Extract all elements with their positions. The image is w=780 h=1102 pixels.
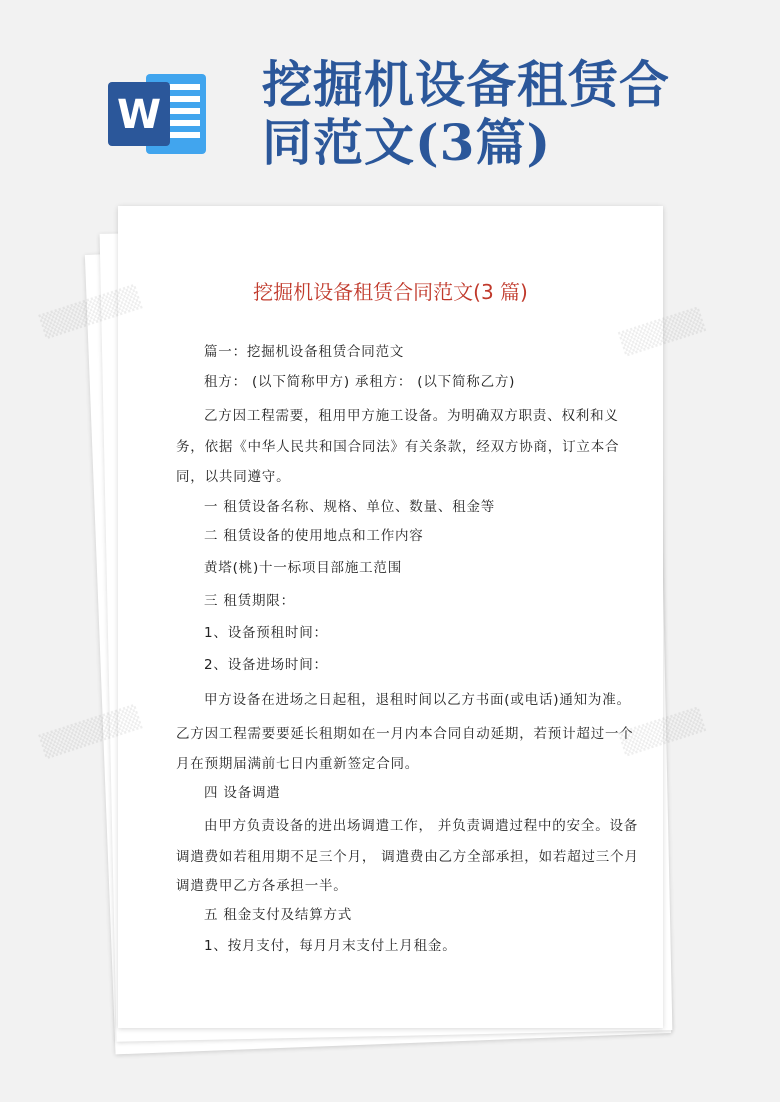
doc-line: 调遣费甲乙方各承担一半。: [176, 878, 348, 894]
document-page: [118, 206, 663, 1028]
page-title-line-1: 挖掘机设备租赁合: [262, 55, 670, 114]
doc-line: 月在预期届满前七日内重新签定合同。: [176, 756, 420, 772]
header: [0, 0, 780, 205]
doc-line: 乙方因工程需要要延长租期如在一月内本合同自动延期，若预计超过一个: [176, 726, 634, 742]
watermark-mark: ▒▒▒▒▒▒: [38, 704, 143, 761]
page-title: [262, 56, 670, 172]
doc-line: 租方： (以下简称甲方) 承租方： (以下简称乙方): [204, 374, 516, 390]
doc-line: 二 租赁设备的使用地点和工作内容: [204, 528, 424, 544]
doc-line: 1、按月支付，每月月末支付上月租金。: [204, 938, 457, 954]
page-title-line-2: 同范文(3篇): [262, 113, 552, 172]
doc-line: 一 租赁设备名称、规格、单位、数量、租金等: [204, 499, 496, 515]
word-icon-letter: W: [116, 92, 162, 138]
word-document-icon: [108, 68, 208, 160]
doc-line: 五 租金支付及结算方式: [204, 907, 353, 923]
doc-line: 黄塔(桃)十一标项目部施工范围: [204, 560, 403, 576]
doc-line: 三 租赁期限：: [204, 593, 295, 609]
doc-line: 由甲方负责设备的进出场调遣工作， 并负责调遣过程中的安全。设备: [204, 818, 639, 834]
doc-line: 1、设备预租时间：: [204, 625, 328, 641]
document-title: 挖掘机设备租赁合同范文(3 篇): [253, 280, 528, 304]
doc-line: 务，依据《中华人民共和国合同法》有关条款，经双方协商，订立本合: [176, 439, 620, 455]
doc-line: 四 设备调遣: [204, 785, 281, 801]
doc-line: 篇一：挖掘机设备租赁合同范文: [204, 344, 405, 360]
doc-line: 乙方因工程需要，租用甲方施工设备。为明确双方职责、权利和义: [204, 408, 619, 424]
doc-line: 2、设备进场时间：: [204, 657, 328, 673]
doc-line: 调遣费如若租用期不足三个月， 调遣费由乙方全部承担，如若超过三个月: [176, 849, 639, 865]
doc-line: 同，以共同遵守。: [176, 469, 291, 485]
doc-line: 甲方设备在进场之日起租，退租时间以乙方书面(或电话)通知为准。: [204, 692, 631, 708]
